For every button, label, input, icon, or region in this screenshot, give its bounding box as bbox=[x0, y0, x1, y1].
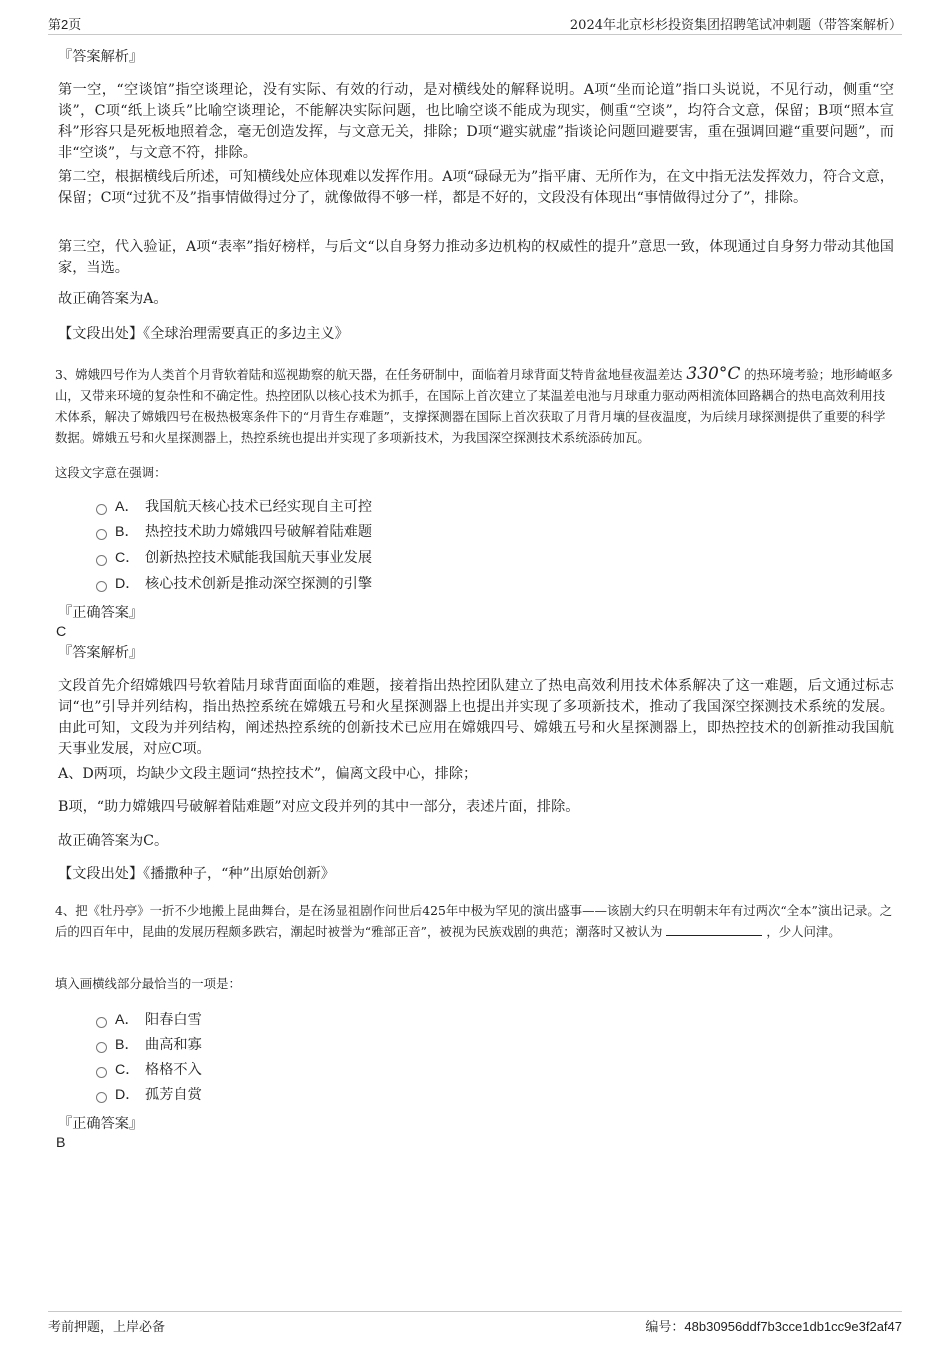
q3-analysis-label: 『答案解析』 bbox=[58, 645, 144, 661]
answer-blank bbox=[666, 923, 762, 936]
q4-option-c[interactable]: C． 格格不入 bbox=[96, 1060, 202, 1080]
q3-analysis-para1 bbox=[58, 676, 894, 760]
q3-conclusion: 故正确答案为C。 bbox=[58, 833, 169, 849]
q2-analysis-para3 bbox=[58, 237, 894, 279]
q4-answer-label: 『正确答案』 bbox=[58, 1116, 144, 1132]
radio-icon[interactable] bbox=[96, 529, 107, 540]
page-footer bbox=[48, 1311, 902, 1336]
q4-text-after: ，少人问津。 bbox=[766, 924, 841, 939]
q3-source: 【文段出处】《播撒种子，“种”出原始创新》 bbox=[58, 866, 335, 882]
question-4-stem bbox=[55, 900, 897, 942]
q2-conclusion: 故正确答案为A。 bbox=[58, 291, 168, 307]
radio-icon[interactable] bbox=[96, 1067, 107, 1078]
q3-prompt: 这段文字意在强调： bbox=[55, 465, 167, 480]
q4-answer: B bbox=[56, 1135, 66, 1151]
radio-icon[interactable] bbox=[96, 1092, 107, 1103]
question-3-stem bbox=[55, 364, 897, 448]
q3-temperature: 330°C bbox=[686, 364, 741, 384]
q2-source: 【文段出处】《全球治理需要真正的多边主义》 bbox=[58, 326, 349, 342]
q3-answer: C bbox=[56, 624, 67, 640]
q3-para1-text: 文段首先介绍嫦娥四号软着陆月球背面面临的难题，接着指出热控团队建立了热电高效利用技术体系解决了这一难题，后文通过标志词“也”引导并列结构，指出热控系统在嫦娥五号和火星探测器上也提出并实现了多项新技术，推动了我国深空探测技术系统的发展。由此可知，文段为并列结构，阐述热控系统的创新技术已应用在嫦娥四号、嫦娥五号和火星探测器上，即热控技术的创新推动我国航天事业发展，对应C项。 bbox=[58, 678, 894, 757]
q3-option-b[interactable]: B． 热控技术助力嫦娥四号破解着陆难题 bbox=[96, 522, 372, 542]
q4-option-d[interactable]: D． 孤芳自赏 bbox=[96, 1085, 202, 1105]
radio-icon[interactable] bbox=[96, 555, 107, 566]
radio-icon[interactable] bbox=[96, 1042, 107, 1053]
q2-analysis-para1 bbox=[58, 80, 894, 164]
q4-option-a[interactable]: A． 阳春白雪 bbox=[96, 1010, 202, 1030]
q3-text-after: 的热环境考验；地形崎岖多山，又带来环境的复杂性和不确定性。热控团队以核心技术为抓手，在国际上首次建立了某温差电池与月球重力驱动两相流体回路耦合的热电高效利用技术体系，解决了嫦娥四号在极热极寒条件下的“月背生存难题”，支撑探测器在国际上首次获取了月背月壤的昼夜温度，为后续月球探测提供了重要的科学数据。嫦娥五号和火星探测器上，热控系统也提出并实现了多项新技术，为我国深空探测技术系统添砖加瓦。 bbox=[55, 367, 893, 445]
q4-option-b[interactable]: B． 曲高和寡 bbox=[96, 1035, 202, 1055]
q2-analysis-label: 『答案解析』 bbox=[58, 49, 144, 65]
q3-option-d[interactable]: D． 核心技术创新是推动深空探测的引擎 bbox=[96, 574, 372, 594]
footer-slogan: 考前押题，上岸必备 bbox=[48, 1320, 166, 1335]
q4-text-before: 4、把《牡丹亭》一折不少地搬上昆曲舞台，是在汤显祖剧作问世后425年中极为罕见的演出盛事——该剧大约只在明朝末年有过两次“全本”演出记录。之后的四百年中，昆曲的发展历程颇多跌宕，潮起时被誉为“雅部正音”，被视为民族戏剧的典范；潮落时又被认为 bbox=[55, 903, 893, 939]
q3-option-c[interactable]: C． 创新热控技术赋能我国航天事业发展 bbox=[96, 548, 372, 568]
document-code: 编号：48b30956ddf7b3cce1db1cc9e3f2af47 bbox=[645, 1319, 902, 1334]
q3-analysis-para3: B项，“助力嫦娥四号破解着陆难题”对应文段并列的其中一部分，表述片面，排除。 bbox=[58, 799, 580, 815]
radio-icon[interactable] bbox=[96, 1017, 107, 1028]
q2-para3-text: 第三空，代入验证，A项“表率”指好榜样，与后文“以自身努力推动多边机构的权威性的提升”意思一致，体现通过自身努力带动其他国家，当选。 bbox=[58, 239, 894, 276]
q2-para1-text: 第一空，“空谈馆”指空谈理论，没有实际、有效的行动，是对横线处的解释说明。A项“坐而论道”指口头说说，不见行动，侧重“空谈”，C项“纸上谈兵”比喻空谈理论，不能解决实际问题，也比喻空谈不能成为现实，侧重“空谈”，均符合文意，保留；B项“照本宣科”形容只是死板地照着念，毫无创造发挥，与文意无关，排除；D项“避实就虚”指谈论问题回避要害，重在强调回避“重要问题”，而非“空谈”，与文意不符，排除。 bbox=[58, 82, 894, 161]
q2-analysis-para2 bbox=[58, 167, 894, 209]
q2-para2-text: 第二空，根据横线后所述，可知横线处应体现难以发挥作用。A项“碌碌无为”指平庸、无所作为，在文中指无法发挥效力，符合文意，保留；C项“过犹不及”指事情做得过分了，就像做得不够一样，都是不好的，文段没有体现出“事情做得过分了”，排除。 bbox=[58, 169, 894, 206]
q3-text-before: 3、嫦娥四号作为人类首个月背软着陆和巡视勘察的航天器，在任务研制中，面临着月球背面艾特肯盆地昼夜温差达 bbox=[55, 367, 683, 382]
q3-answer-label: 『正确答案』 bbox=[58, 605, 144, 621]
q4-prompt: 填入画横线部分最恰当的一项是： bbox=[55, 976, 241, 991]
page-header bbox=[48, 12, 902, 35]
document-title: 2024年北京杉杉投资集团招聘笔试冲刺题（带答案解析） bbox=[569, 18, 902, 33]
page-number: 第2页 bbox=[48, 17, 82, 32]
radio-icon[interactable] bbox=[96, 581, 107, 592]
radio-icon[interactable] bbox=[96, 504, 107, 515]
q3-analysis-para2: A、D两项，均缺少文段主题词“热控技术”，偏离文段中心，排除； bbox=[58, 766, 478, 782]
q3-option-a[interactable]: A． 我国航天核心技术已经实现自主可控 bbox=[96, 497, 372, 517]
